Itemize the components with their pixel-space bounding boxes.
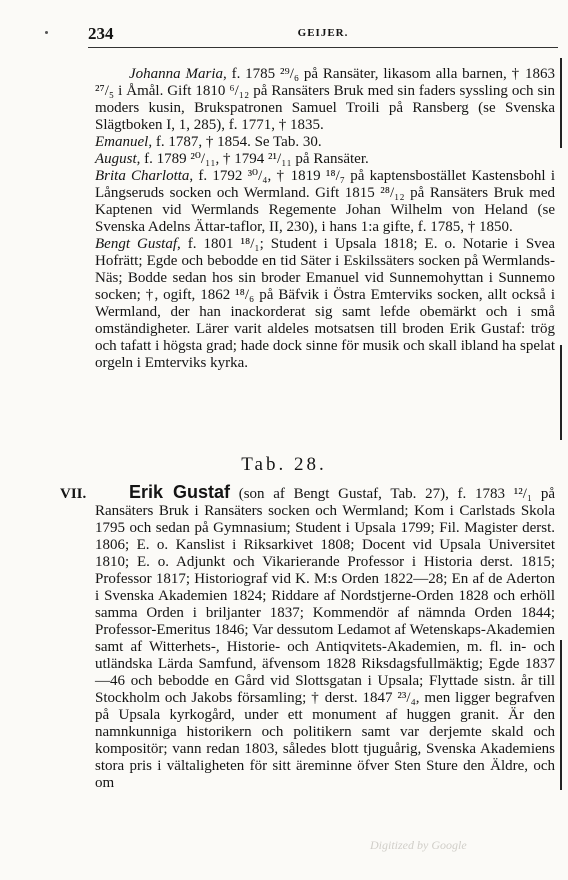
generation-numeral: VII. (60, 486, 87, 502)
entry-text: , f. 1801 ¹⁸/₁; Student i Upsala 1818; E. o. Notarie i Svea Hofrätt; Egde och bebodde en tid Säter i Eskilssäters socken på Wermlands-Näs; Bodde sedan hos sin broder Emanuel vid Sunnemohyttan i Sunnemo socken; †, ogift, 1862 ¹⁸/₆ på Bäfvik i Östra Emterviks socken, allt också i Wermland, der han inackorderat sig samt lefde obemärkt och i små omständigheter. Lärer varit aldeles motsatsen till broden Erik Gustaf: trög och tafatt i högsta grad; hade dock sinne för musik och skall ibland ha spelat orgeln i Emterviks kyrka. (95, 236, 556, 371)
entry-name: August (95, 151, 137, 167)
entry-name: Johanna Maria (129, 66, 223, 82)
entry-brita (95, 168, 555, 236)
entry-bengt (95, 236, 555, 372)
entry-text: , f. 1785 ²⁹/₆ på Ransäter, likasom alla barnen, † 1863 ²⁷/₅ i Åmål. Gift 1810 ⁶/₁₂ på Ransäters Bruk med sin faders syssling och sin moders kusin, Brukspatronen Samuel Troili på Ransberg (se Svenska Slägtboken I, 1, 285), f. 1771, † 1835. (95, 66, 555, 133)
entry-name: Brita Charlotta (95, 168, 190, 184)
page-number: 234 (88, 24, 114, 43)
entry-august (95, 151, 555, 168)
watermark: Digitized by Google (370, 838, 467, 852)
entry-text: , f. 1792 ³⁰/₄, † 1819 ¹⁸/₇ på kaptensbostället Kastensbohl i Långseruds socken och Wermland. Gift 1815 ²⁸/₁₂ på Ransäters Bruk med Kaptenen vid Wermlands Regemente Johan Wilhelm von Heland (se Svenska Adelns Ättar-taflor, II, 230), i hans 1:a gifte, f. 1785, † 1850. (95, 168, 555, 235)
main-entry-text: (son af Bengt Gustaf, Tab. 27), f. 1783 ¹²/₁ på Ransäters Bruk i Ransäters socken och Wermland; Kom i Carlstads Skola 1795 och sedan på Gymnasium; Student i Upsala 1799; Fil. Magister derst. 1806; E. o. Kanslist i Riksarkivet 1808; Docent vid Upsala Universitet 1810; E. o. Adjunkt och Vikarierande Professor i Historia derst. 1815; Professor 1817; Historiograf vid K. M:s Orden 1822—28; En af de Aderton i Svenska Akademien 1824; Riddare af Nordstjerne-Orden 1828 och erhöll samma Orden i briljanter 1837; Kommendör af nämnda Orden 1844; Professor-Emeritus 1846; Var dessutom Ledamot af Wetenskaps-Akademien samt af Witterhets-, Historie- och Antiqvitets-Akademien, m. fl. in- och utländska Lärda Samfund, äfvensom 1828 Riksdagsfullmäktig; Egde 1837—46 och bebodde en Gård vid Slottsgatan i Upsala; Flyttade sistn. år till Stockholm och Jakobs församling; † derst. 1847 ²³/₄, men ligger begrafven på Upsala kyrkogård, under ett monument af huggen granit. Är den namnkunniga historikern och politikern samt var derjemte skald och kompositör; vann redan 1803, således blott tjuguårig, Svenska Akademiens stora pris i vältaligheten för sitt äreminne öfver Sten Sture den Äldre, och om (95, 486, 555, 791)
main-entry-name: Erik Gustaf (129, 482, 230, 502)
margin-bar (560, 640, 562, 790)
entry-name: Bengt Gustaf (95, 236, 177, 252)
margin-bar (560, 345, 562, 440)
margin-bar (560, 58, 562, 148)
sibling-entries (95, 66, 555, 372)
main-entry-paragraph (95, 484, 555, 792)
tab-title: Tab. 28. (241, 454, 327, 475)
main-entry (95, 484, 555, 792)
entry-name: Emanuel (95, 134, 149, 150)
ink-dot (45, 31, 48, 34)
page-header (88, 24, 558, 44)
entry-text: , f. 1789 ²⁰/₁₁, † 1794 ²¹/₁₁ på Ransäter. (136, 151, 369, 167)
entry-johanna (95, 66, 555, 134)
running-title: GEIJER. (297, 27, 349, 39)
entry-emanuel (95, 134, 555, 151)
header-rule (88, 47, 558, 48)
entry-text: , f. 1787, † 1854. Se Tab. 30. (148, 134, 322, 150)
